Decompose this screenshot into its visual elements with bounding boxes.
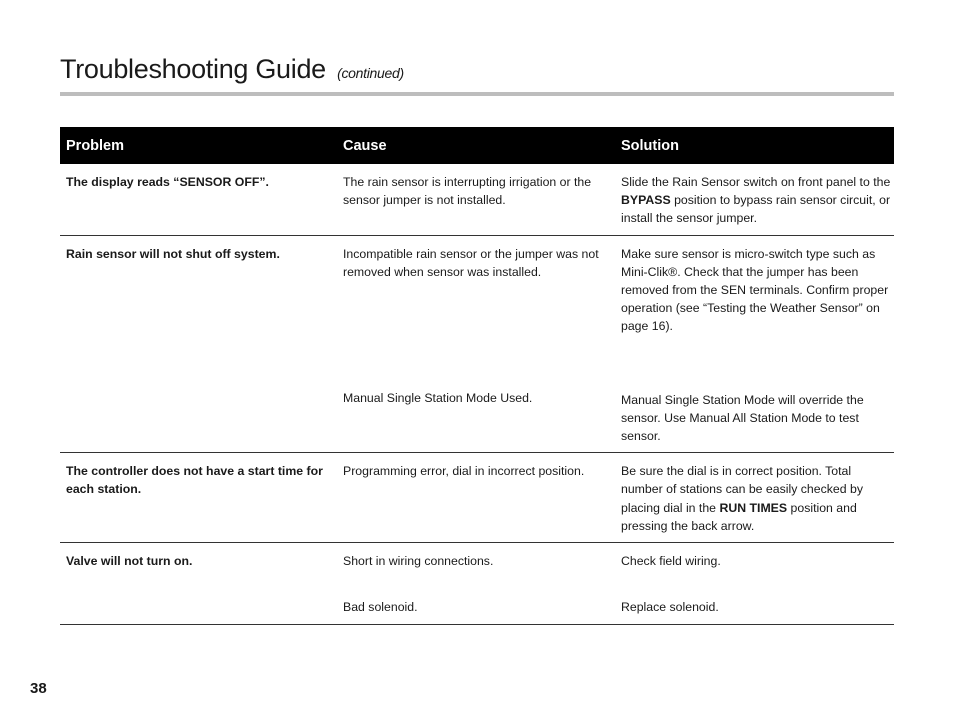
page-title: [60, 54, 404, 85]
table-row: [60, 236, 894, 454]
solution-keyword: BYPASS: [621, 193, 671, 208]
table-header: [60, 127, 894, 164]
cause-cell: The rain sensor is interrupting irrigation or the sensor jumper is not installed.: [343, 175, 592, 208]
problem-cell: The controller does not have a start time for each station.: [66, 464, 323, 497]
solution-cell: [615, 173, 894, 228]
solution-text: position and pressing the back arrow.: [621, 500, 857, 533]
cause-cell: Short in wiring connections.: [343, 554, 494, 569]
solution-cell: [615, 462, 894, 535]
solution-keyword: RUN TIMES: [719, 500, 788, 515]
title-divider: [60, 92, 894, 96]
solution-cell: Replace solenoid.: [621, 600, 719, 615]
problem-cell-empty: [60, 389, 337, 446]
cause-cell: Programming error, dial in incorrect position.: [343, 464, 585, 479]
solution-cell: Make sure sensor is micro-switch type such as Mini-Clik®. Check that the jumper has been removed from the SEN terminals. Confirm proper operation (see “Testing the Weather Sensor” on page 16).: [621, 246, 889, 334]
solution-text: position to bypass rain sensor circuit, or install the sensor jumper.: [621, 193, 891, 226]
column-header-problem: Problem: [66, 137, 125, 154]
column-header-cause: Cause: [343, 137, 387, 154]
troubleshooting-table: [60, 127, 894, 625]
problem-cell-empty: [60, 598, 337, 616]
table-row: [60, 453, 894, 543]
solution-cell: Check field wiring.: [621, 554, 721, 569]
table-row: [60, 543, 894, 625]
solution-text: Be sure the dial is in correct position. Total number of stations can be easily checked by placing dial in the: [621, 464, 863, 515]
page-number: 38: [30, 680, 47, 697]
cause-cell: Incompatible rain sensor or the jumper was not removed when sensor was installed.: [343, 246, 599, 279]
problem-cell: Rain sensor will not shut off system.: [66, 246, 280, 261]
title-subtitle: (continued): [337, 65, 404, 81]
column-header-solution: Solution: [621, 137, 679, 154]
cause-cell: Manual Single Station Mode Used.: [343, 390, 533, 405]
table-row: [60, 164, 894, 236]
problem-cell: The display reads “SENSOR OFF”.: [66, 175, 269, 189]
solution-cell: Manual Single Station Mode will override the sensor. Use Manual All Station Mode to test sensor.: [621, 392, 864, 444]
cause-cell: Bad solenoid.: [343, 600, 418, 615]
title-text: Troubleshooting Guide: [60, 54, 326, 84]
problem-cell: Valve will not turn on.: [66, 554, 193, 569]
solution-text: Slide the Rain Sensor switch on front panel to the: [621, 175, 891, 189]
